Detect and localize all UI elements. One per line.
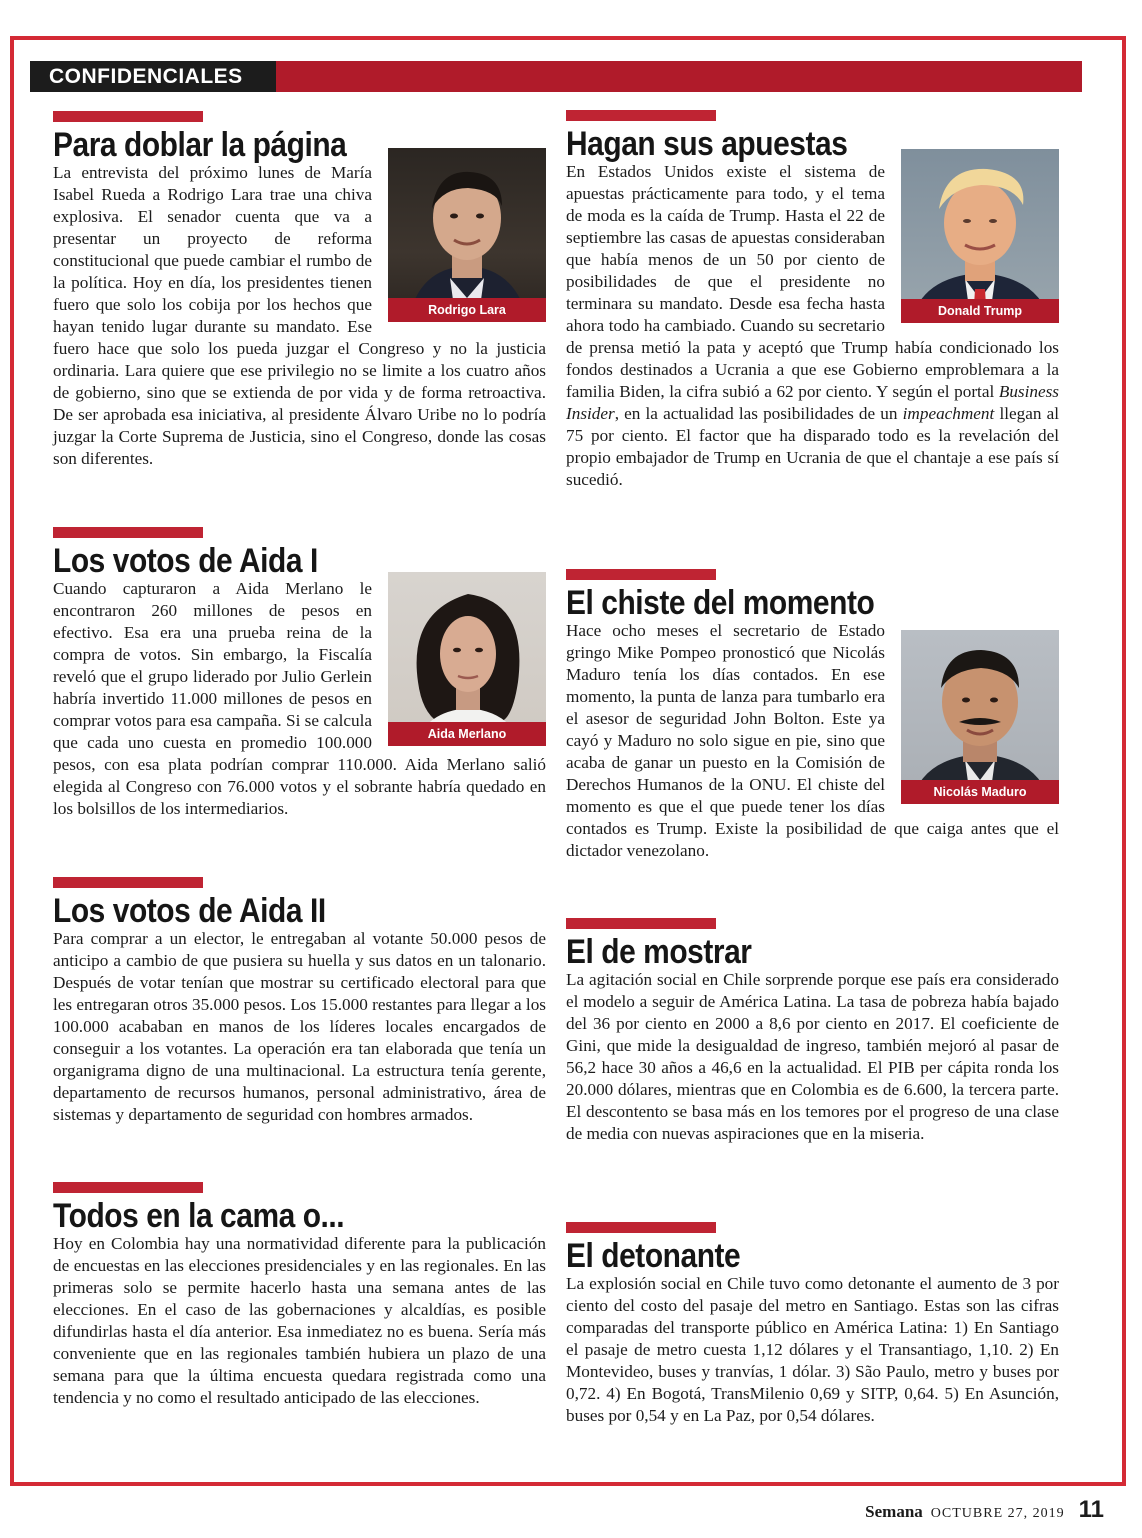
article-accent-bar [566, 918, 716, 929]
article-body: La explosión social en Chile tuvo como detonante el aumento de 3 por ciento del costo del pasaje del metro en Santiago. Estas son las cifras comparadas del transporte público en América Latina: 1) En Santiago el pasaje de metro cuesta 1,12 dólares y el Transantiago, 1,10. 2) En Montevideo, buses y tranvías, 1 dólar. 3) São Paulo, metro y buses por 0,72. 4) En Bogotá, TransMilenio 0,69 y SITP, 0,64. 5) En Asunción, buses por 0,54 y en La Paz, por 0,54 dólares. [566, 1274, 1059, 1425]
article-body: Hoy en Colombia hay una normatividad diferente para la publicación de encuestas en las elecciones presidenciales y en las regionales. En las primeras solo se permite hacerlo hasta una semana antes de las elecciones. En el caso de las gobernaciones y alcaldías, es posible difundirlas hasta el día anterior. Esa inmediatez no es buena. Sería más conveniente que en las regionales también hubiera un plazo de una semana para que la última encuesta quedara registrada como una tendencia y no como el resultado anticipado de las elecciones. [53, 1234, 546, 1407]
portrait-image [901, 630, 1059, 804]
article-accent-bar [53, 527, 203, 538]
photo-donald-trump [901, 149, 1059, 323]
article-hagan-sus-apuestas [566, 110, 1059, 491]
article-para-doblar-la-pagina [53, 111, 546, 470]
photo-nicolas-maduro [901, 630, 1059, 804]
article-headline: Todos en la cama o... [53, 1197, 345, 1235]
photo-caption: Rodrigo Lara [388, 298, 546, 322]
article-los-votos-de-aida-2 [53, 877, 546, 1126]
article-body-text: , en la actualidad las posibilidades de un [614, 404, 903, 423]
article-todos-en-la-cama [53, 1182, 546, 1409]
article-accent-bar [53, 1182, 203, 1193]
article-headline: Hagan sus apuestas [566, 125, 848, 163]
article-body: Hace ocho meses el secretario de Estado gringo Mike Pompeo pronosticó que Nicolás Maduro tenía los días contados. En ese momento, la punta de lanza para tumbarlo era el asesor de seguridad John Bolton. Este ya cayó y Maduro no solo sigue en pie, sino que acaba de ganar un puesto en la Comisión de Derechos Humanos de la ONU. El chiste del momento es que el que puede tener los días contados es Trump. Existe la posibilidad de que caiga antes que el dictador venezolano. [566, 621, 1059, 860]
page-number: 11 [1078, 1496, 1104, 1523]
article-headline: Los votos de Aida I [53, 542, 318, 580]
photo-caption: Donald Trump [901, 299, 1059, 323]
article-el-chiste-del-momento [566, 569, 1059, 862]
magazine-name: Semana [865, 1502, 923, 1521]
portrait-image [388, 148, 546, 322]
photo-caption: Aida Merlano [388, 722, 546, 746]
article-body-italic: Business Insider [566, 382, 1059, 423]
article-body: La agitación social en Chile sorprende porque ese país era considerado el modelo a seguir de América Latina. La tasa de pobreza había bajado del 36 por ciento en 2000 a 8,6 por ciento en 2017. El coeficiente de Gini, que mide la desigualdad de ingreso, también mejoró al pasar de 56,2 hace 30 años a 46,6 en la actualidad. El PIB per cápita ronda los 20.000 dólares, mientras que en Colombia es de 6.600, la tercera parte. El descontento se basa más en los temores por el progreso de una clase de media con nuevas aspiraciones que en la miseria. [566, 970, 1059, 1143]
article-headline: Para doblar la página [53, 126, 347, 164]
article-accent-bar [566, 569, 716, 580]
photo-aida-merlano [388, 572, 546, 746]
article-headline: El de mostrar [566, 933, 752, 971]
article-los-votos-de-aida-1 [53, 527, 546, 820]
article-el-de-mostrar [566, 918, 1059, 1145]
article-body-text: En Estados Unidos existe el sistema de apuestas prácticamente para todo, y el tema de moda es la caída de Trump. Hasta el 22 de septiembre las casas de apuestas consideraban que había menos de un 50 por ciento de posibilidades de que el presidente no terminara su mandato. Desde esa fecha hasta ahora todo ha cambiado. Cuando su secretario de prensa metió la pata y aceptó que Trump había condicionado los fondos destinados a Ucrania a que ese Gobierno emproblemara a la familia Biden, la cifra subió a 62 por ciento. Y según el portal [566, 162, 1059, 401]
article-body: Para comprar a un elector, le entregaban al votante 50.000 pesos de anticipo a cambio de que pusiera su huella y sus datos en un talonario. Después de votar tenían que mostrar su certificado electoral para que les entregaran otros 35.000 pesos. Los 15.000 restantes para llegar a los 100.000 acababan en manos de los líderes locales encargados de conseguir a los votantes. La operación era tan elaborada que tenía un organigrama digno de una multinacional. La estructura tenía gerente, departamento de recursos humanos, personal administrativo, área de sistemas y departamento de seguridad con hombres armados. [53, 929, 546, 1124]
article-body: Cuando capturaron a Aida Merlano le encontraron 260 millones de pesos en efectivo. Esa era una prueba reina de la compra de votos. Sin embargo, la Fiscalía reveló que el grupo liderado por Julio Gerlein habría invertido 11.000 millones de pesos en comprar votos para esa campaña. Si se calcula que cada uno cuesta en promedio 100.000 pesos, con esa plata podrían comprar 110.000. Aida Merlano salió elegida al Congreso con 76.000 votos y el sobrante habría quedado en los bolsillos de los intermediarios. [53, 579, 546, 818]
article-accent-bar [53, 877, 203, 888]
article-accent-bar [566, 110, 716, 121]
issue-date: OCTUBRE 27, 2019 [930, 1506, 1065, 1521]
section-title: CONFIDENCIALES [30, 61, 276, 92]
article-body-text: llegan al 75 por ciento. El factor que ha disparado todo es la revelación del propio embajador de Trump en Ucrania de que el chantaje a ese país sí sucedió. [566, 404, 1059, 489]
page-footer [865, 1496, 1104, 1526]
photo-rodrigo-lara [388, 148, 546, 322]
photo-caption: Nicolás Maduro [901, 780, 1059, 804]
article-accent-bar [566, 1222, 716, 1233]
portrait-image [901, 149, 1059, 323]
article-body: La entrevista del próximo lunes de María Isabel Rueda a Rodrigo Lara trae una chiva explosiva. El senador cuenta que va a presentar un proyecto de reforma constitucional que puede cambiar el rumbo de la política. Hoy en día, los presidentes tienen fuero que solo los cobija por los hechos que hayan tenido lugar durante su mandato. Ese fuero hace que solo los pueda juzgar el Congreso y no la justicia ordinaria. Lara quiere que ese privilegio no se limite a los cuatro años de gobierno, sino que se extienda de por vida y de forma retroactiva. De ser aprobada esa iniciativa, al presidente Álvaro Uribe no lo podría juzgar la Corte Suprema de Justicia, sino el Congreso, donde las cosas son diferentes. [53, 163, 546, 468]
article-el-detonante [566, 1222, 1059, 1427]
article-accent-bar [53, 111, 203, 122]
article-headline: El detonante [566, 1237, 741, 1275]
article-headline: El chiste del momento [566, 584, 875, 622]
portrait-image [388, 572, 546, 746]
article-body-italic: impeachment [902, 404, 995, 423]
article-headline: Los votos de Aida II [53, 892, 326, 930]
section-header-bar [30, 61, 1082, 92]
